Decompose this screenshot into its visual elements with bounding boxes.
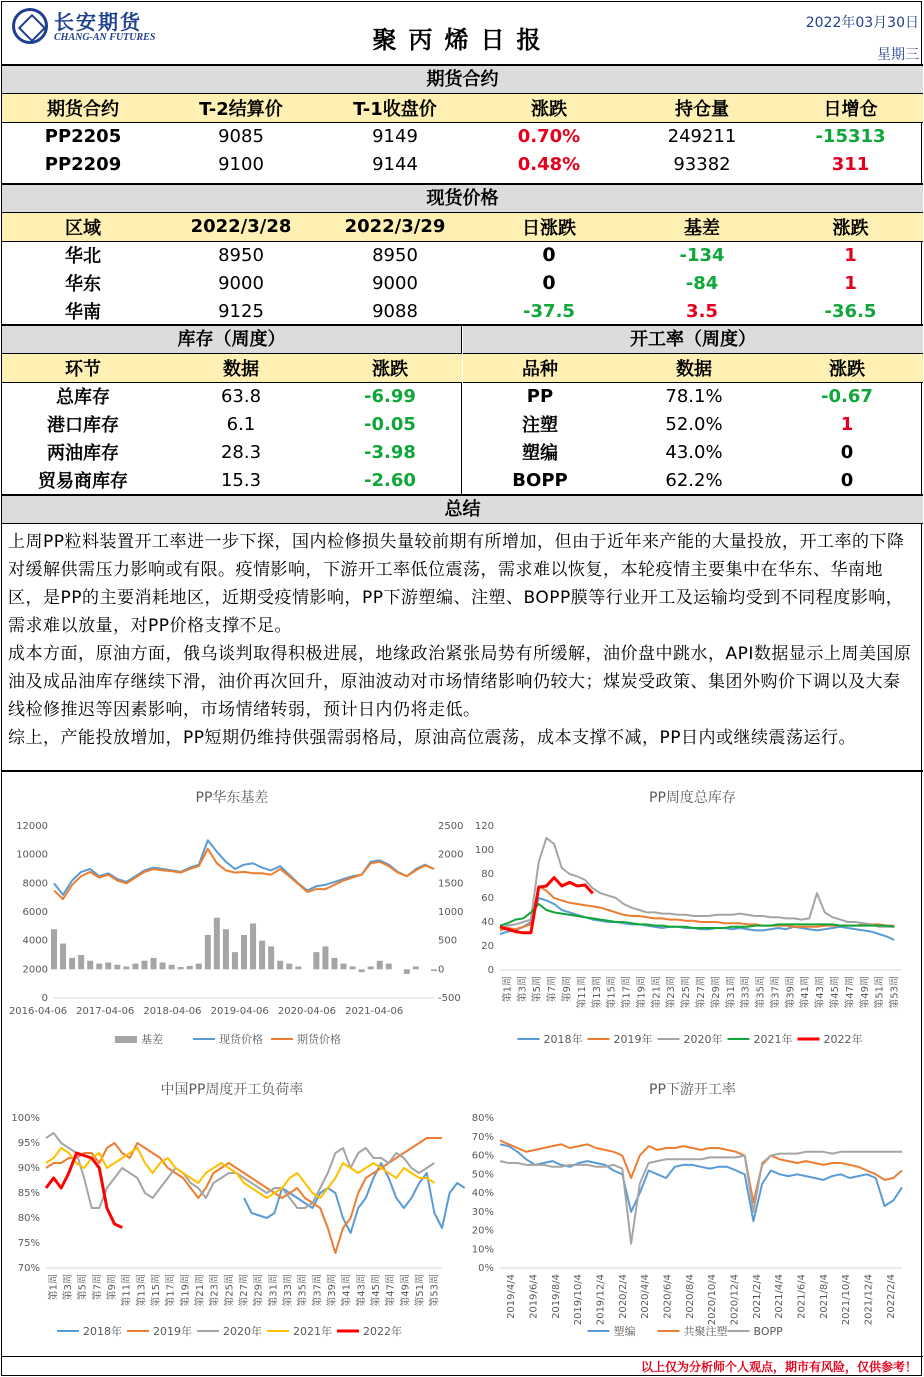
x-tick-label: 第31周 <box>268 1274 280 1307</box>
basis-bar <box>178 967 184 969</box>
x-tick-label: 2019/4/4 <box>506 1274 518 1319</box>
x-tick-label: 第3周 <box>63 1274 74 1301</box>
x-tick-label: 第27周 <box>239 1274 250 1307</box>
basis-bar <box>69 958 75 969</box>
x-tick-label: 第49周 <box>400 1274 412 1307</box>
basis-bar <box>160 962 166 969</box>
y-tick-label: 100% <box>11 1113 40 1124</box>
series-line <box>54 840 434 895</box>
summary-paragraph: 上周PP粒料装置开工率进一步下探，国内检修损失量较前期有所增加，但由于近年来产能的大量投放，开工率的下降对缓解供需压力影响或有限。疫情影响，下游开工率低位震荡，需求难以恢复，本轮疫情主要集中在华东、华南地区，是PP的主要消耗地区，近期受疫情影响，PP下游塑编、注塑、BOPP膜等行业开工及运输均受到不同程度影响，需求难以放量，对PP价格支撑不足。 <box>8 532 905 636</box>
futures-table <box>2 94 923 178</box>
x-tick-label: 第45周 <box>830 976 841 1009</box>
x-tick-label: 2019/12/4 <box>595 1274 607 1326</box>
x-tick-label: 2021/6/4 <box>796 1274 808 1319</box>
operating-value: 62.2% <box>665 469 723 491</box>
col-header: 2022/3/29 <box>318 213 472 241</box>
basis-bar <box>277 961 283 970</box>
basis-bar <box>268 946 274 969</box>
table-row <box>2 269 923 297</box>
x-tick-label: 2020/10/4 <box>707 1274 719 1326</box>
x-tick-label: 第11周 <box>576 976 588 1009</box>
x-tick-label: 第39周 <box>785 976 797 1009</box>
x-tick-label: 第25周 <box>224 1274 236 1307</box>
inventory-name: 贸易商库存 <box>38 471 128 492</box>
y-tick-label: 20% <box>471 1225 494 1237</box>
x-tick-label: 2021/8/4 <box>818 1274 830 1319</box>
spot-price-d2: 9088 <box>372 300 418 322</box>
x-tick-label: 第33周 <box>740 976 752 1009</box>
basis-bar <box>196 964 202 970</box>
y-tick-label: 70% <box>471 1131 494 1143</box>
price-change: 0.70% <box>517 125 581 147</box>
y-tick-label: 120 <box>474 821 494 832</box>
operating-value: 52.0% <box>665 413 723 435</box>
y-tick-label: 6000 <box>22 907 48 918</box>
spot-price-d1: 8950 <box>218 244 264 266</box>
operating-name: 塑编 <box>522 443 558 464</box>
summary-section <box>2 494 923 752</box>
legend-label: 基差 <box>141 1033 163 1046</box>
inventory-change: -3.98 <box>364 441 416 463</box>
x-tick-label: 2022/2/4 <box>885 1274 897 1319</box>
x-tick-label: 第35周 <box>755 976 767 1009</box>
x-tick-label: 2019/10/4 <box>573 1274 585 1326</box>
basis-bar <box>368 966 374 969</box>
basis-bar <box>322 946 328 969</box>
operating-name: 注塑 <box>522 415 558 436</box>
table-row <box>463 410 923 438</box>
basis-bar <box>286 964 292 970</box>
operating-section-title: 开工率（周度） <box>463 326 923 354</box>
basis-bar <box>51 929 57 969</box>
basis-bar <box>413 966 419 969</box>
y-tick-label: 8000 <box>22 878 48 890</box>
x-tick-label: 第3周 <box>517 976 529 1003</box>
open-interest: 93382 <box>673 153 731 175</box>
chart-title: 中国PP周度开工负荷率 <box>160 1082 304 1098</box>
legend-label: 2021年 <box>293 1325 332 1338</box>
basis-bar <box>232 952 238 969</box>
basis-change: 1 <box>844 244 857 266</box>
basis-bar <box>151 958 157 969</box>
series-line <box>244 1163 465 1233</box>
y-right-tick-label: -500 <box>438 993 461 1004</box>
y-tick-label: 95% <box>17 1138 40 1149</box>
col-header: 数据 <box>164 354 318 382</box>
x-tick-label: 第1周 <box>502 976 514 1003</box>
x-tick-label: 第37周 <box>312 1274 324 1307</box>
summary-paragraph: 成本方面，原油方面，俄乌谈判取得积极进展，地缘政治紧张局势有所缓解，油价盘中跳水，API数据显示上周美国原油及成品油库存继续下滑，油价再次回升，原油波动对市场情绪影响仍较大；煤炭受政策、集团外购价下调以及大秦线检修推迟等因素影响，市场情绪转弱，预计日内仍将走低。 <box>8 644 912 720</box>
report-weekday: 星期三 <box>877 47 919 63</box>
x-tick-label: 第47周 <box>844 976 856 1009</box>
x-tick-label: 第7周 <box>92 1274 104 1301</box>
x-tick-label: 第5周 <box>77 1274 89 1301</box>
operating-panel <box>463 326 923 494</box>
y-tick-label: 60 <box>481 893 494 904</box>
operating-table <box>463 354 923 494</box>
x-tick-label: 第9周 <box>562 976 573 1003</box>
legend-label: 2022年 <box>363 1325 402 1338</box>
operating-change: 0 <box>840 469 854 491</box>
region-name: 华东 <box>65 274 101 295</box>
y-tick-label: 0 <box>41 993 48 1004</box>
x-tick-label: 第5周 <box>532 976 544 1003</box>
y-right-tick-label: 1500 <box>438 878 464 890</box>
legend-label: 塑编 <box>613 1325 636 1338</box>
report-date: 2022年03月30日 <box>805 15 919 31</box>
x-tick-label: 第33周 <box>283 1274 294 1307</box>
basis-bar <box>87 961 93 970</box>
table-row <box>2 382 462 410</box>
basis-change: -36.5 <box>824 300 877 322</box>
basis-bar <box>331 958 337 969</box>
x-tick-label: 第7周 <box>547 976 559 1003</box>
basis-bar <box>404 969 410 974</box>
oi-change: -15313 <box>815 125 886 147</box>
y-tick-label: 90% <box>17 1163 40 1174</box>
x-tick-label: 第11周 <box>121 1274 133 1307</box>
basis-bar <box>295 966 301 969</box>
inventory-name: 港口库存 <box>47 415 119 436</box>
operating-value: 43.0% <box>665 441 723 463</box>
report-header <box>2 2 923 66</box>
y-tick-label: 30% <box>471 1206 494 1218</box>
x-tick-label: 第27周 <box>696 976 707 1009</box>
series-line <box>500 1141 902 1203</box>
spot-section <box>2 183 923 325</box>
summary-body <box>2 524 923 752</box>
y-tick-label: 100 <box>474 845 494 856</box>
x-tick-label: 2020/2/4 <box>617 1274 629 1319</box>
y-tick-label: 40% <box>471 1188 494 1199</box>
x-tick-label: 第51周 <box>874 976 886 1009</box>
basis-bar <box>259 941 265 970</box>
x-tick-label: 第13周 <box>591 976 603 1009</box>
table-row <box>463 466 923 494</box>
basis-bar <box>96 964 102 970</box>
region-name: 华北 <box>65 246 101 268</box>
charts-area <box>2 770 923 1356</box>
inventory-table <box>2 354 462 494</box>
x-tick-label: 第41周 <box>800 976 812 1009</box>
inventory-header-row <box>2 354 462 382</box>
inventory-section-title: 库存（周度） <box>2 326 461 354</box>
x-tick-label: 第17周 <box>621 976 633 1009</box>
contract-name: PP2205 <box>44 125 122 147</box>
basis-bar <box>350 966 356 969</box>
inventory-panel <box>2 326 462 494</box>
x-tick-label: 2021/2/4 <box>751 1274 763 1319</box>
spot-price-d1: 9000 <box>218 272 264 294</box>
basis-bar <box>359 969 365 972</box>
y-tick-label: 0 <box>487 965 494 976</box>
operating-value: 78.1% <box>665 385 723 407</box>
x-tick-label: 第43周 <box>815 976 827 1009</box>
basis-bar <box>141 961 147 970</box>
y-tick-label: 50% <box>471 1169 494 1181</box>
report-frame <box>1 1 922 1376</box>
y-tick-label: 80% <box>471 1113 494 1124</box>
spot-table <box>2 213 923 325</box>
y-tick-label: 60% <box>471 1150 494 1162</box>
col-header: 区域 <box>2 213 164 241</box>
y-tick-label: 75% <box>17 1238 40 1249</box>
table-row <box>2 438 462 466</box>
col-header: 持仓量 <box>626 94 778 122</box>
futures-section <box>2 66 923 178</box>
basis-bar <box>313 952 319 969</box>
x-tick-label: 2021-04-06 <box>345 1006 404 1017</box>
x-tick-label: 第53周 <box>889 976 901 1009</box>
x-tick-label: 2019-04-06 <box>210 1006 269 1017</box>
y-tick-label: 70% <box>17 1263 40 1274</box>
basis-bar <box>78 955 84 969</box>
futures-section-title: 期货合约 <box>2 66 923 94</box>
y-tick-label: 4000 <box>22 935 48 947</box>
basis-bar <box>223 929 229 969</box>
y-right-tick-label: 1000 <box>438 907 464 918</box>
basis-bar <box>214 918 220 970</box>
y-tick-label: 12000 <box>16 821 48 832</box>
operating-name: PP <box>526 385 554 407</box>
legend-label: 共聚注塑 <box>683 1325 728 1338</box>
basis-bar <box>250 923 256 969</box>
x-tick-label: 2020/6/4 <box>662 1274 674 1319</box>
y-right-tick-label: 0 <box>438 964 445 976</box>
basis-bar <box>431 969 437 971</box>
col-header: 品种 <box>463 354 617 382</box>
basis-bar <box>386 964 392 970</box>
col-header: 涨跌 <box>318 354 462 382</box>
x-tick-label: 2021/10/4 <box>841 1274 853 1326</box>
col-header: 涨跌 <box>472 94 626 122</box>
legend-label: 2018年 <box>543 1033 583 1046</box>
x-tick-label: 第39周 <box>327 1274 338 1307</box>
x-tick-label: 2020/4/4 <box>640 1274 652 1319</box>
x-tick-label: 第21周 <box>651 976 663 1009</box>
col-header: 涨跌 <box>771 354 923 382</box>
x-tick-label: 2016-04-06 <box>8 1006 68 1017</box>
x-tick-label: 2020/12/4 <box>729 1274 741 1326</box>
table-row <box>2 297 923 325</box>
col-header: 日增仓 <box>778 94 923 122</box>
x-tick-label: 2021/4/4 <box>774 1274 786 1319</box>
basis-bar <box>205 935 211 969</box>
x-tick-label: 第47周 <box>385 1274 397 1307</box>
open-interest: 249211 <box>667 125 737 147</box>
operating-change: 0 <box>840 441 854 463</box>
x-tick-label: 2018-04-06 <box>143 1006 202 1017</box>
y-right-tick-label: 500 <box>438 935 458 947</box>
chart-title: PP华东基差 <box>195 790 269 806</box>
brand-name-en: CHANG-AN FUTURES <box>54 32 156 43</box>
x-tick-label: 2019/8/4 <box>550 1274 562 1319</box>
inventory-value: 15.3 <box>220 469 262 491</box>
legend-label: 2019年 <box>153 1325 192 1338</box>
y-tick-label: 10% <box>471 1244 494 1256</box>
legend-label: 2018年 <box>83 1325 122 1338</box>
price-change: 0.48% <box>517 153 581 175</box>
x-tick-label: 第21周 <box>195 1274 206 1307</box>
spot-price-d2: 9000 <box>372 272 418 294</box>
x-tick-label: 2017-04-06 <box>76 1006 135 1017</box>
legend-label: 2020年 <box>223 1325 262 1338</box>
table-row <box>463 438 923 466</box>
table-row <box>2 410 462 438</box>
inventory-name: 总库存 <box>56 387 110 409</box>
table-row <box>2 150 923 178</box>
x-tick-label: 第1周 <box>48 1274 60 1301</box>
daily-change: -37.5 <box>523 300 575 322</box>
col-header: 涨跌 <box>778 213 923 241</box>
y-tick-label: 80% <box>17 1213 40 1224</box>
basis-change: 1 <box>844 272 857 294</box>
daily-change: 0 <box>542 272 556 294</box>
x-tick-label: 第17周 <box>165 1274 177 1307</box>
y-tick-label: 0% <box>478 1263 494 1274</box>
spot-price-d2: 8950 <box>372 244 418 266</box>
operating-name: BOPP <box>512 469 568 491</box>
table-row <box>2 241 923 269</box>
daily-change: 0 <box>542 244 556 267</box>
inventory-change: -2.60 <box>364 469 416 491</box>
y-tick-label: 20 <box>481 941 494 952</box>
basis-bar <box>60 944 66 970</box>
x-tick-label: 第31周 <box>725 976 737 1009</box>
x-tick-label: 第49周 <box>859 976 871 1009</box>
x-tick-label: 第19周 <box>636 976 648 1009</box>
x-tick-label: 第37周 <box>770 976 782 1009</box>
x-tick-label: 第15周 <box>606 976 618 1009</box>
chart-title: PP周度总库存 <box>649 790 736 806</box>
basis-bar <box>132 964 138 970</box>
t2-price: 9100 <box>218 153 264 175</box>
basis-bar <box>187 966 193 969</box>
x-tick-label: 第19周 <box>180 1274 192 1307</box>
x-tick-label: 2020-04-06 <box>277 1006 337 1017</box>
col-header: 日涨跌 <box>472 213 626 241</box>
series-line <box>46 1153 122 1228</box>
table-row <box>2 122 923 150</box>
col-header: 期货合约 <box>2 94 164 122</box>
spot-header-row <box>2 213 923 241</box>
inventory-value: 63.8 <box>220 385 262 407</box>
t2-price: 9085 <box>218 125 264 147</box>
x-tick-label: 第29周 <box>710 976 722 1009</box>
operating-change: 1 <box>840 413 854 435</box>
x-tick-label: 第29周 <box>253 1274 265 1307</box>
x-tick-label: 第43周 <box>356 1274 368 1307</box>
col-header: 数据 <box>617 354 771 382</box>
series-line <box>500 1144 902 1221</box>
x-tick-label: 第23周 <box>666 976 678 1009</box>
legend-label: 2022年 <box>823 1033 863 1046</box>
t1-price: 9144 <box>372 153 418 175</box>
report-title: 聚丙烯日报 <box>372 26 553 54</box>
table-row <box>2 466 462 494</box>
chart-title: PP下游开工率 <box>649 1082 736 1098</box>
inventory-name: 两油库存 <box>47 443 119 464</box>
contract-name: PP2209 <box>44 153 122 175</box>
col-header: T-1收盘价 <box>318 94 472 122</box>
inventory-change: -6.99 <box>364 385 416 407</box>
basis-bar <box>114 965 120 970</box>
legend-swatch <box>115 1036 137 1043</box>
inventory-change: -0.05 <box>364 413 416 435</box>
region-name: 华南 <box>65 302 101 323</box>
t1-price: 9149 <box>372 125 418 147</box>
x-tick-label: 第35周 <box>297 1274 309 1307</box>
x-tick-label: 第41周 <box>341 1274 353 1307</box>
x-tick-label: 第45周 <box>371 1274 382 1307</box>
x-tick-label: 2019/6/4 <box>528 1274 540 1319</box>
charts-svg <box>2 772 923 1356</box>
x-tick-label: 2020/8/4 <box>684 1274 696 1319</box>
inventory-value: 6.1 <box>226 413 256 435</box>
inventory-operating-section <box>2 324 923 494</box>
y-tick-label: 80 <box>481 869 494 880</box>
spot-price-d1: 9125 <box>218 300 264 322</box>
disclaimer-footer: 以上仅为分析师个人观点，期市有风险，仅供参考！ <box>2 1356 923 1377</box>
x-tick-label: 第15周 <box>151 1274 162 1307</box>
basis-bar <box>105 962 111 969</box>
legend-label: 2021年 <box>753 1033 793 1046</box>
x-tick-label: 第25周 <box>681 976 693 1009</box>
summary-paragraph: 综上，产能投放增加，PP短期仍维持供强需弱格局，原油高位震荡，成本支撑不减，PP日内或继续震荡运行。 <box>8 728 857 748</box>
y-tick-label: 85% <box>17 1188 40 1199</box>
x-tick-label: 第9周 <box>107 1274 118 1301</box>
y-right-tick-label: 2000 <box>438 849 464 861</box>
x-tick-label: 第13周 <box>136 1274 148 1307</box>
legend-label: 现货价格 <box>219 1033 263 1046</box>
operating-header-row <box>463 354 923 382</box>
y-tick-label: 2000 <box>22 964 48 976</box>
basis-bar <box>169 965 175 970</box>
y-tick-label: 10000 <box>16 849 48 861</box>
y-tick-label: 40 <box>481 917 494 928</box>
basis: -84 <box>685 272 719 294</box>
legend-label: BOPP <box>753 1325 783 1338</box>
inventory-value: 28.3 <box>220 441 262 463</box>
col-header: T-2结算价 <box>164 94 318 122</box>
legend-label: 期货价格 <box>297 1033 341 1046</box>
legend-label: 2019年 <box>613 1033 653 1046</box>
x-tick-label: 第53周 <box>429 1274 441 1307</box>
basis-bar <box>377 961 383 970</box>
basis-bar <box>123 966 129 969</box>
oi-change: 311 <box>831 153 870 175</box>
legend-label: 2020年 <box>683 1033 723 1046</box>
basis-bar <box>341 964 347 970</box>
spot-section-title: 现货价格 <box>2 185 923 213</box>
basis: 3.5 <box>686 300 718 322</box>
table-row <box>463 382 923 410</box>
x-tick-label: 2021/12/4 <box>863 1274 875 1326</box>
brand-name-cn: 长安期货 <box>54 10 142 34</box>
y-right-tick-label: 2500 <box>438 821 464 832</box>
basis-bar <box>241 935 247 969</box>
col-header: 2022/3/28 <box>164 213 318 241</box>
operating-change: -0.67 <box>821 385 873 407</box>
futures-header-row <box>2 94 923 122</box>
summary-section-title: 总结 <box>2 496 923 524</box>
basis: -134 <box>679 244 725 266</box>
col-header: 环节 <box>2 354 164 382</box>
x-tick-label: 第51周 <box>415 1274 426 1307</box>
x-tick-label: 第23周 <box>209 1274 221 1307</box>
col-header: 基差 <box>626 213 778 241</box>
